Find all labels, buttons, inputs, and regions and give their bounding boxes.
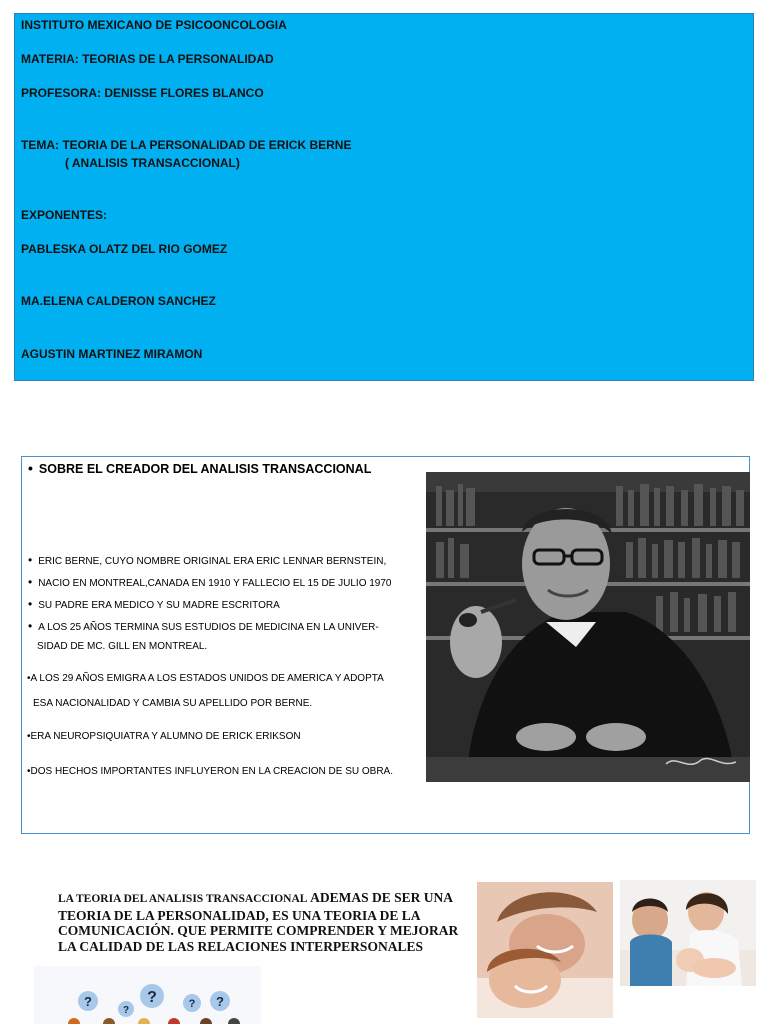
question-mark: ?	[188, 998, 196, 1010]
list-item: •ERA NEUROPSIQUIATRA Y ALUMNO DE ERICK ERIKSON	[27, 731, 301, 742]
presenter-name: MA.ELENA CALDERON SANCHEZ	[21, 294, 216, 308]
creator-slide	[21, 456, 750, 834]
couple-photo	[477, 882, 613, 1018]
bullet: •	[28, 460, 33, 476]
question-people-image	[34, 966, 261, 1024]
question-mark: ?	[84, 994, 92, 1009]
teacher-line: PROFESORA: DENISSE FLORES BLANCO	[21, 86, 264, 100]
list-item: • SU PADRE ERA MEDICO Y SU MADRE ESCRITORA	[28, 597, 280, 611]
topic-line: TEMA: TEORIA DE LA PERSONALIDAD DE ERICK BERNE	[21, 138, 352, 152]
list-item: • A LOS 25 AÑOS TERMINA SUS ESTUDIOS DE MEDICINA EN LA UNIVER-	[28, 619, 379, 633]
eric-berne-photo	[426, 472, 750, 782]
family-photo	[620, 880, 756, 986]
list-item: •A LOS 29 AÑOS EMIGRA A LOS ESTADOS UNIDOS DE AMERICA Y ADOPTA	[27, 673, 384, 684]
list-item: • ERIC BERNE, CUYO NOMBRE ORIGINAL ERA ERIC LENNAR BERNSTEIN,	[28, 553, 387, 567]
theory-text-lead: LA TEORIA DEL ANALISIS TRANSACCIONAL	[58, 893, 308, 905]
theory-text	[58, 890, 466, 962]
theory-text-body: ADEMAS DE SER UNA TEORIA DE LA PERSONALIDAD, ES UNA TEORIA DE LA COMUNICACIÓN. QUE PERMITE COMPRENDER Y MEJORAR LA CALIDAD DE LAS RELACIONES INTERPERSONALES	[58, 890, 459, 954]
institute-name: INSTITUTO MEXICANO DE PSICOONCOLOGIA	[21, 18, 287, 32]
question-mark: ?	[216, 994, 224, 1009]
presenter-name: AGUSTIN MARTINEZ MIRAMON	[21, 347, 203, 361]
slide-title-text: SOBRE EL CREADOR DEL ANALISIS TRANSACCIONAL	[38, 462, 372, 476]
list-item: •DOS HECHOS IMPORTANTES INFLUYERON EN LA CREACION DE SU OBRA.	[27, 766, 393, 777]
list-item: • NACIO EN MONTREAL,CANADA EN 1910 Y FALLECIO EL 15 DE JULIO 1970	[28, 575, 392, 589]
topic-subline: ( ANALISIS TRANSACCIONAL)	[65, 156, 240, 170]
question-mark: ?	[147, 989, 157, 1006]
list-item-continuation: ESA NACIONALIDAD Y CAMBIA SU APELLIDO POR BERNE.	[33, 698, 313, 709]
question-mark: ?	[122, 1005, 130, 1016]
list-item-continuation: SIDAD DE MC. GILL EN MONTREAL.	[37, 641, 208, 652]
subject-line: MATERIA: TEORIAS DE LA PERSONALIDAD	[21, 52, 274, 66]
title-slide	[14, 13, 754, 381]
presenters-label: EXPONENTES:	[21, 208, 108, 222]
theory-slide	[0, 880, 768, 1024]
slide-title	[28, 460, 371, 476]
presenter-name: PABLESKA OLATZ DEL RIO GOMEZ	[21, 242, 228, 256]
